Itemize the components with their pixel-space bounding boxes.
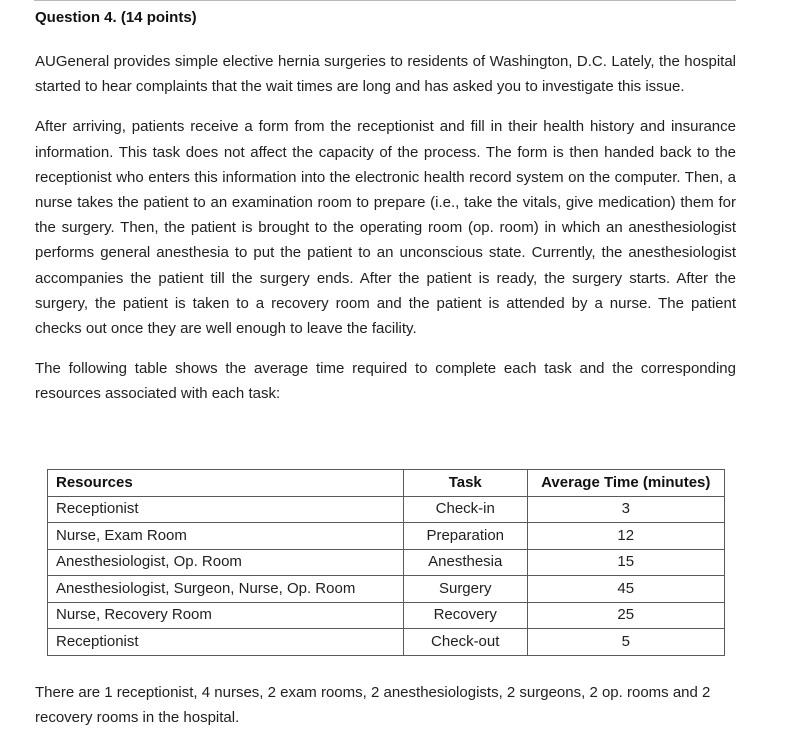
header-resources: Resources <box>48 470 404 497</box>
cell-resources: Nurse, Recovery Room <box>48 602 404 629</box>
resources-paragraph: There are 1 receptionist, 4 nurses, 2 exam rooms, 2 anesthesiologists, 2 surgeons, 2 op. rooms and 2 recovery rooms in the hospital. <box>35 684 711 726</box>
top-divider <box>34 0 736 1</box>
cell-average-time: 45 <box>527 576 724 603</box>
header-average-time: Average Time (minutes) <box>527 470 724 497</box>
question-content <box>35 6 736 407</box>
cell-average-time: 25 <box>527 602 724 629</box>
cell-average-time: 5 <box>527 629 724 656</box>
cell-resources: Nurse, Exam Room <box>48 523 404 550</box>
cell-average-time: 3 <box>527 496 724 523</box>
table-row <box>48 523 725 550</box>
process-paragraph: After arriving, patients receive a form from the receptionist and fill in their health history and insurance information. This task does not affect the capacity of the process. The form is then handed back to the receptionist who enters this information into the electronic health record system on the computer. Then, a nurse takes the patient to an examination room to prepare (i.e., take the vitals, give medication) them for the surgery. Then, the patient is brought to the operating room (op. room) in which an anesthesiologist performs general anesthesia to put the patient to an unconscious state. Currently, the anesthesiologist accompanies the patient till the surgery ends. After the patient is ready, the surgery starts. After the surgery, the patient is taken to a recovery room and the patient is attended by a nurse. The patient checks out once they are well enough to leave the facility. <box>35 118 736 338</box>
cell-resources: Receptionist <box>48 496 404 523</box>
cell-task: Check-in <box>403 496 527 523</box>
table-intro-paragraph: The following table shows the average time required to complete each task and the corresponding resources associated with each task: <box>35 360 736 403</box>
intro-paragraph: AUGeneral provides simple elective hernia surgeries to residents of Washington, D.C. Lately, the hospital started to hear complaints that the wait times are long and has asked you to investigate this issue. <box>35 53 736 96</box>
cell-task: Preparation <box>403 523 527 550</box>
cell-task: Surgery <box>403 576 527 603</box>
cell-task: Anesthesia <box>403 549 527 576</box>
table-header-row <box>48 470 725 497</box>
cell-task: Check-out <box>403 629 527 656</box>
cell-average-time: 12 <box>527 523 724 550</box>
cell-resources: Receptionist <box>48 629 404 656</box>
header-task: Task <box>403 470 527 497</box>
cell-task: Recovery <box>403 602 527 629</box>
table-row <box>48 496 725 523</box>
cell-resources: Anesthesiologist, Surgeon, Nurse, Op. Room <box>48 576 404 603</box>
cell-resources: Anesthesiologist, Op. Room <box>48 549 404 576</box>
table-row <box>48 602 725 629</box>
task-table <box>47 469 725 656</box>
cell-average-time: 15 <box>527 549 724 576</box>
question-title: Question 4. (14 points) <box>35 9 197 26</box>
table-row <box>48 629 725 656</box>
table-row <box>48 549 725 576</box>
table-row <box>48 576 725 603</box>
